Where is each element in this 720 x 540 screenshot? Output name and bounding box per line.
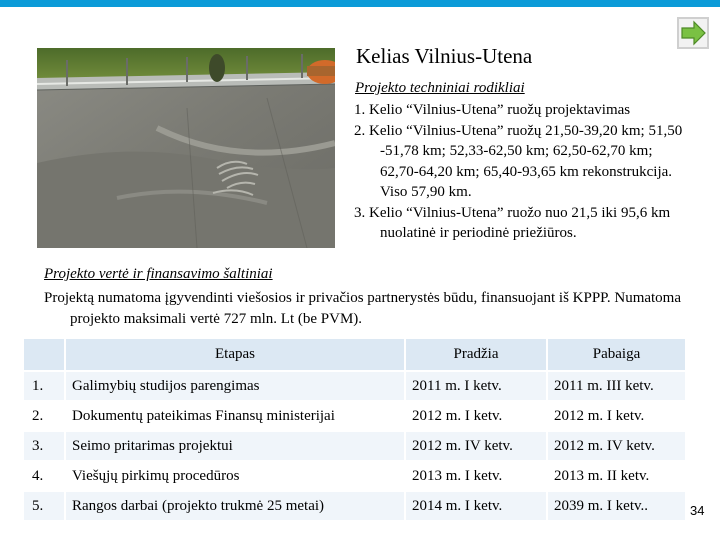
row-number: 1. — [23, 371, 65, 401]
top-accent-bar — [0, 0, 720, 7]
list-item: 1. Kelio “Vilnius-Utena” ruožų projektavimas — [354, 102, 631, 118]
arrow-right-icon — [679, 19, 707, 47]
row-start: 2012 m. IV ketv. — [405, 431, 547, 461]
table-header-end: Pabaiga — [547, 338, 686, 371]
row-end: 2012 m. IV ketv. — [547, 431, 686, 461]
schedule-table — [22, 337, 687, 522]
row-number: 5. — [23, 491, 65, 521]
table-header-row — [23, 338, 686, 371]
row-start: 2013 m. I ketv. — [405, 461, 547, 491]
row-start: 2011 m. I ketv. — [405, 371, 547, 401]
row-stage: Dokumentų pateikimas Finansų ministerijai — [65, 401, 405, 431]
technical-list — [354, 100, 689, 244]
table-header-number — [23, 338, 65, 371]
next-slide-button[interactable] — [677, 17, 709, 49]
road-photo — [37, 48, 335, 248]
page-number: 34 — [690, 503, 705, 518]
row-number: 2. — [23, 401, 65, 431]
table-row — [23, 431, 686, 461]
slide-title: Kelias Vilnius-Utena — [356, 44, 533, 68]
row-end: 2011 m. III ketv. — [547, 371, 686, 401]
financing-text: Projektą numatoma įgyvendinti viešosios ir privačios partnerystės būdu, finansuojant iš KPPP. Numatoma projekto maksimali vertė 727 mln. Lt (be PVM). — [44, 290, 682, 327]
row-number: 3. — [23, 431, 65, 461]
list-item: 2. Kelio “Vilnius-Utena” ruožų 21,50-39,20 km; 51,50 -51,78 km; 52,33-62,50 km; 62,50-62,70 km; 62,70-64,20 km; 65,40-93,65 km rekonstrukcija. Viso 57,90 km. — [354, 122, 683, 200]
table-row — [23, 461, 686, 491]
row-end: 2013 m. II ketv. — [547, 461, 686, 491]
table-row — [23, 491, 686, 521]
row-stage: Galimybių studijos parengimas — [65, 371, 405, 401]
row-stage: Seimo pritarimas projektui — [65, 431, 405, 461]
table-header-start: Pradžia — [405, 338, 547, 371]
row-start: 2012 m. I ketv. — [405, 401, 547, 431]
row-stage: Viešųjų pirkimų procedūros — [65, 461, 405, 491]
row-end: 2039 m. I ketv.. — [547, 491, 686, 521]
financing-heading: Projekto vertė ir finansavimo šaltiniai — [44, 266, 273, 282]
table-row — [23, 401, 686, 431]
technical-heading: Projekto techniniai rodikliai — [355, 80, 525, 96]
table-header-stage: Etapas — [65, 338, 405, 371]
row-end: 2012 m. I ketv. — [547, 401, 686, 431]
list-item: 3. Kelio “Vilnius-Utena” ruožo nuo 21,5 iki 95,6 km nuolatinė ir periodinė priežiūros. — [354, 204, 671, 241]
table-row — [23, 371, 686, 401]
row-start: 2014 m. I ketv. — [405, 491, 547, 521]
row-number: 4. — [23, 461, 65, 491]
row-stage: Rangos darbai (projekto trukmė 25 metai) — [65, 491, 405, 521]
